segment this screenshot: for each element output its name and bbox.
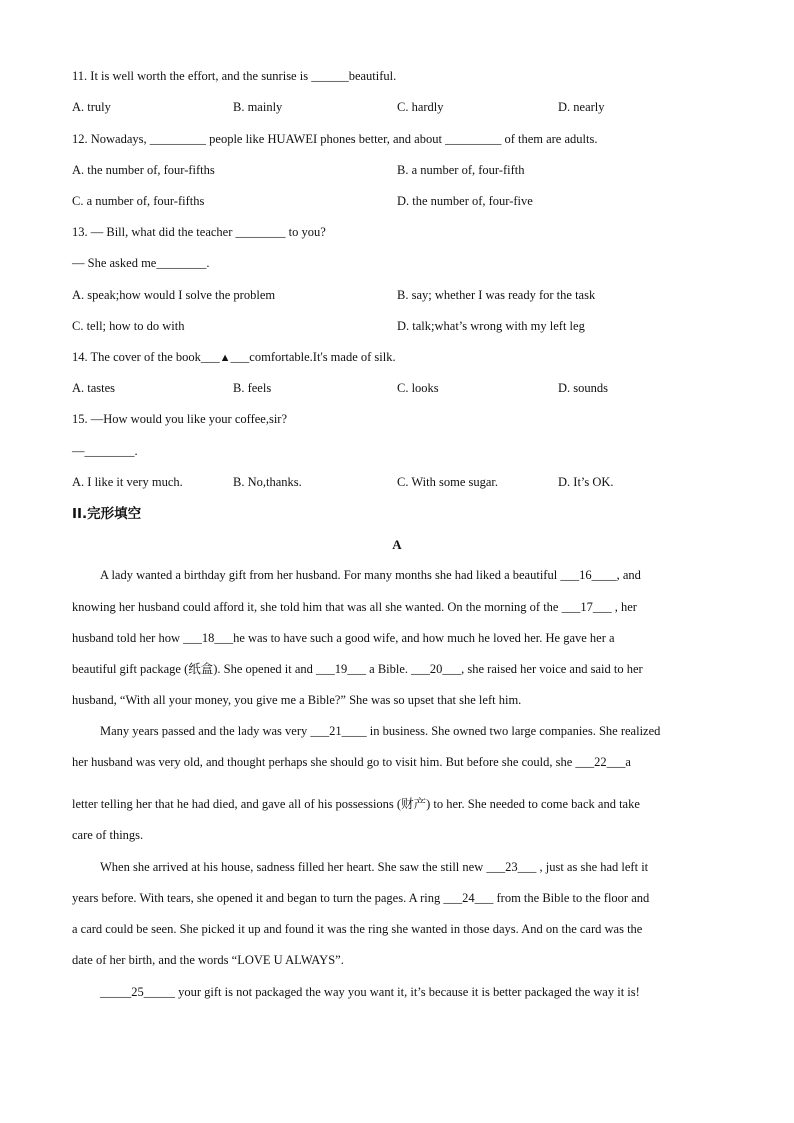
question-15-stem: 15. —How would you like your coffee,sir? <box>72 412 288 426</box>
passage-line: When she arrived at his house, sadness filled her heart. She saw the still new ___23___ , just as she had left it <box>100 860 649 874</box>
q11-option-c: C. hardly <box>397 100 444 114</box>
passage-line: date of her birth, and the words “LOVE U ALWAYS”. <box>72 953 344 967</box>
passage-line: letter telling her that he had died, and gave all of his possessions (财产) to her. She needed to come back and take <box>72 797 640 811</box>
question-13-stem: 13. — Bill, what did the teacher ________ to you? <box>72 225 326 239</box>
q15-option-c: C. With some sugar. <box>397 475 499 489</box>
q12-option-c: C. a number of, four-fifths <box>72 194 205 208</box>
passage-line: beautiful gift package (纸盒). She opened it and ___19___ a Bible. ___20___, she raised her voice and said to her <box>72 662 643 676</box>
passage-line: her husband was very old, and thought perhaps she should go to visit him. But before she could, she ___22___a <box>72 755 631 769</box>
question-12-stem: 12. Nowadays, _________ people like HUAWEI phones better, and about _________ of them are adults. <box>72 132 598 146</box>
passage-line: care of things. <box>72 828 144 842</box>
passage-line: _____25_____ your gift is not packaged the way you want it, it’s because it is better packaged the way it is! <box>100 985 640 999</box>
q12-option-a: A. the number of, four-fifths <box>72 163 215 177</box>
q11-option-a: A. truly <box>72 100 111 114</box>
question-15-response: —________. <box>72 444 138 458</box>
passage-line: husband, “With all your money, you give me a Bible?” She was so upset that she left him. <box>72 693 522 707</box>
section-title: II.完形填空 <box>72 506 142 522</box>
q13-option-c: C. tell; how to do with <box>72 319 185 333</box>
passage-line: A lady wanted a birthday gift from her husband. For many months she had liked a beautiful ___16____, and <box>100 568 641 582</box>
passage-line: knowing her husband could afford it, she told him that was all she wanted. On the morning of the ___17___ , her <box>72 600 637 614</box>
passage-line: husband told her how ___18___he was to have such a good wife, and how much he loved her. He gave her a <box>72 631 615 645</box>
question-11-stem: 11. It is well worth the effort, and the sunrise is ______beautiful. <box>72 69 397 83</box>
q12-option-d: D. the number of, four-five <box>397 194 533 208</box>
q13-option-a: A. speak;how would I solve the problem <box>72 288 276 302</box>
passage-line: years before. With tears, she opened it and began to turn the pages. A ring ___24___ from the Bible to the floor and <box>72 891 650 905</box>
q11-option-d: D. nearly <box>558 100 605 114</box>
q12-option-b: B. a number of, four-fifth <box>397 163 525 177</box>
q15-option-d: D. It’s OK. <box>558 475 614 489</box>
q15-option-a: A. I like it very much. <box>72 475 183 489</box>
q11-option-b: B. mainly <box>233 100 283 114</box>
blank-marker-icon: ▲ <box>219 352 231 364</box>
q13-option-d: D. talk;what’s wrong with my left leg <box>397 319 585 333</box>
q14-option-d: D. sounds <box>558 381 609 395</box>
q14-option-c: C. looks <box>397 381 439 395</box>
question-13-response: — She asked me________. <box>72 256 210 270</box>
q13-option-b: B. say; whether I was ready for the task <box>397 288 596 302</box>
passage-line: a card could be seen. She picked it up and found it was the ring she wanted in those days. And on the card was the <box>72 922 643 936</box>
passage-title: A <box>392 537 402 552</box>
q14-option-a: A. tastes <box>72 381 116 395</box>
q14-option-b: B. feels <box>233 381 272 395</box>
question-14-stem: 14. The cover of the book___▲___comfortable.It's made of silk. <box>72 350 396 364</box>
q15-option-b: B. No,thanks. <box>233 475 302 489</box>
passage-line: Many years passed and the lady was very ___21____ in business. She owned two large companies. She realized <box>100 724 661 738</box>
